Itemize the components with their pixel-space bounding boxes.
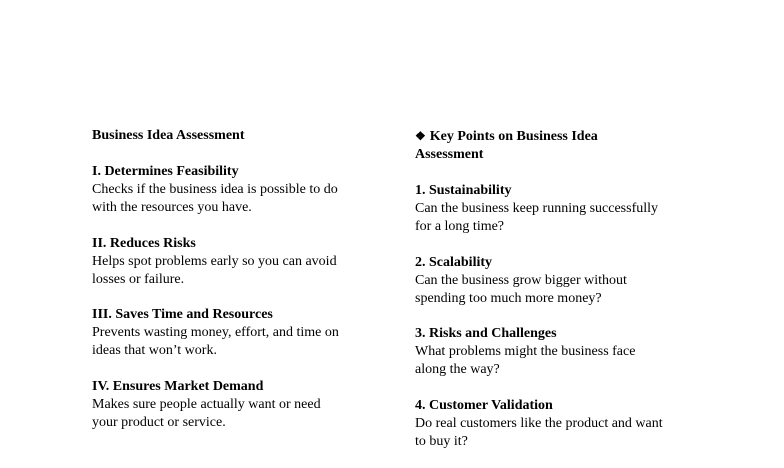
diamond-bullet-icon: ❖	[415, 129, 426, 143]
left-section-4	[92, 378, 382, 432]
left-section-2	[92, 235, 382, 289]
section-line: along the way?	[415, 362, 500, 377]
right-title	[415, 127, 715, 164]
right-column	[415, 127, 715, 468]
section-heading: I. Determines Feasibility	[92, 164, 239, 179]
section-line: for a long time?	[415, 219, 505, 234]
section-heading: 1. Sustainability	[415, 183, 512, 198]
section-heading: 3. Risks and Challenges	[415, 326, 557, 341]
section-heading: III. Saves Time and Resources	[92, 307, 273, 322]
section-line: Makes sure people actually want or need	[92, 396, 321, 412]
section-line: ideas that won’t work.	[92, 343, 217, 358]
section-line: Helps spot problems early so you can avoid	[92, 253, 337, 269]
left-column	[92, 127, 382, 449]
section-heading: 4. Customer Validation	[415, 397, 553, 413]
left-section-3	[92, 306, 382, 360]
section-line: Can the business grow bigger without	[415, 272, 627, 288]
section-line: with the resources you have.	[92, 200, 252, 215]
section-line: to buy it?	[415, 433, 468, 449]
section-line: Can the business keep running successfully	[415, 201, 659, 216]
right-title-line: Assessment	[415, 147, 484, 162]
section-line: What problems might the business face	[415, 344, 636, 359]
section-heading: IV. Ensures Market Demand	[92, 378, 264, 394]
left-section-1	[92, 163, 382, 217]
section-heading: 2. Scalability	[415, 254, 493, 270]
left-title: Business Idea Assessment	[92, 128, 245, 143]
section-line: your product or service.	[92, 414, 226, 430]
right-section-4	[415, 397, 715, 451]
right-section-3	[415, 325, 715, 379]
section-line: Do real customers like the product and want	[415, 415, 663, 431]
section-line: losses or failure.	[92, 271, 185, 287]
section-line: Prevents wasting money, effort, and time on	[92, 325, 339, 340]
section-line: spending too much more money?	[415, 290, 602, 306]
right-section-2	[415, 254, 715, 308]
section-heading: II. Reduces Risks	[92, 235, 196, 251]
right-title-line: Key Points on Business Idea	[429, 129, 598, 144]
section-line: Checks if the business idea is possible to do	[92, 182, 338, 197]
right-section-1	[415, 182, 715, 236]
